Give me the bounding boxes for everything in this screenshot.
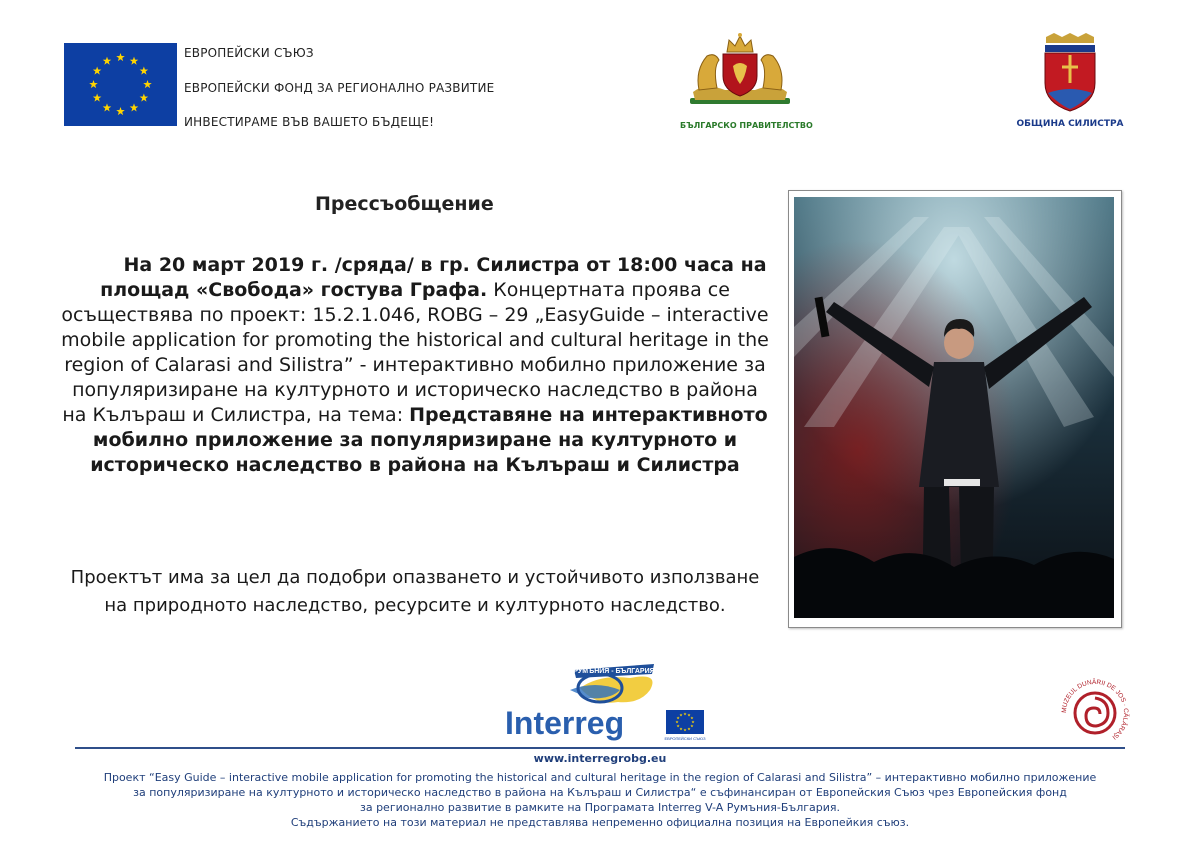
interreg-eu-caption: ЕВРОПЕЙСКИ СЪЮЗ xyxy=(664,736,706,741)
museum-logo xyxy=(1058,676,1132,750)
bulgarian-coat-of-arms-icon xyxy=(685,30,795,112)
eu-flag xyxy=(64,43,177,126)
municipality-caption: ОБЩИНА СИЛИСТРА xyxy=(1016,119,1124,129)
eu-star xyxy=(140,94,149,102)
eu-line-union: ЕВРОПЕЙСКИ СЪЮЗ xyxy=(184,46,314,60)
eu-star xyxy=(103,103,112,111)
concert-photo xyxy=(794,197,1114,618)
interreg-ribbon-text: РУМЪНИЯ - БЪЛГАРИЯ xyxy=(573,668,655,675)
silistra-coat-of-arms-icon xyxy=(1040,33,1100,113)
eu-line-invest: ИНВЕСТИРАМЕ ВЪВ ВАШЕТО БЪДЕЩЕ! xyxy=(184,115,435,129)
government-caption: БЪЛГАРСКО ПРАВИТЕЛСТВО xyxy=(680,121,813,130)
eu-star xyxy=(89,80,98,88)
website-link[interactable]: www.interregrobg.eu xyxy=(533,752,667,765)
eu-star xyxy=(93,94,102,102)
footer-line: Проект “Easy Guide – interactive mobile application for promoting the historical and cultural heritage in the region of Calarasi and Silistra” – интерактивно мобилно приложение xyxy=(103,771,1097,784)
eu-stars-icon xyxy=(64,43,177,126)
eu-star xyxy=(140,67,149,75)
interreg-word: Interreg xyxy=(505,705,625,741)
goal-paragraph: Проектът има за цел да подобри опазването и устойчивото използване на природното наследство, ресурсите и културното наследство. xyxy=(70,567,760,616)
footer-line: за популяризиране на културното и историческо наследство в района на Кълъраш и Силистра“ е съфинансиран от Европейския Съюз чрез Европейския фонд xyxy=(133,786,1067,799)
footer-line: за регионално развитие в рамките на Програмата Interreg V-A Румъния-България. xyxy=(359,801,840,814)
footer-line: Съдържанието на този материал не представлява непременно официална позиция на Европейкия съюз. xyxy=(290,816,910,829)
body-text: Концертната проява се осъществява по проект: 15.2.1.046, ROBG – 29 „EasyGuide – interactive mobile application for promoting the historical and cultural heritage in the region of Calarasi and Silistra” - интерактивно мобилно приложение за популяризиране на културното и историческо наследство в района на Кълъраш и Силистра, на тема: xyxy=(61,279,769,426)
page-title: Прессъобщение xyxy=(315,193,494,215)
interreg-logo xyxy=(500,660,710,742)
eu-star xyxy=(93,67,102,75)
lead-text: На 20 март 2019 г. /сряда/ в гр. Силистра от 18:00 часа на площад «Свобода» гостува Графа. xyxy=(100,254,767,301)
footer-disclaimer xyxy=(40,770,1160,830)
eu-line-fund: ЕВРОПЕЙСКИ ФОНД ЗА РЕГИОНАЛНО РАЗВИТИЕ xyxy=(184,81,495,95)
main-paragraph xyxy=(60,253,770,478)
museum-ring-text: MUZEUL DUNĂRII DE JOS · CĂLĂRAȘI xyxy=(1060,678,1130,741)
footer-divider xyxy=(75,747,1125,749)
eu-star xyxy=(116,107,125,115)
eu-star xyxy=(116,53,125,61)
eu-star xyxy=(130,57,139,65)
eu-star xyxy=(130,103,139,111)
eu-star xyxy=(103,57,112,65)
eu-star xyxy=(143,80,152,88)
topic-text: Представяне на интерактивното мобилно приложение за популяризиране на културното и историческо наследство в района на Кълъраш и Силистра xyxy=(90,404,768,476)
